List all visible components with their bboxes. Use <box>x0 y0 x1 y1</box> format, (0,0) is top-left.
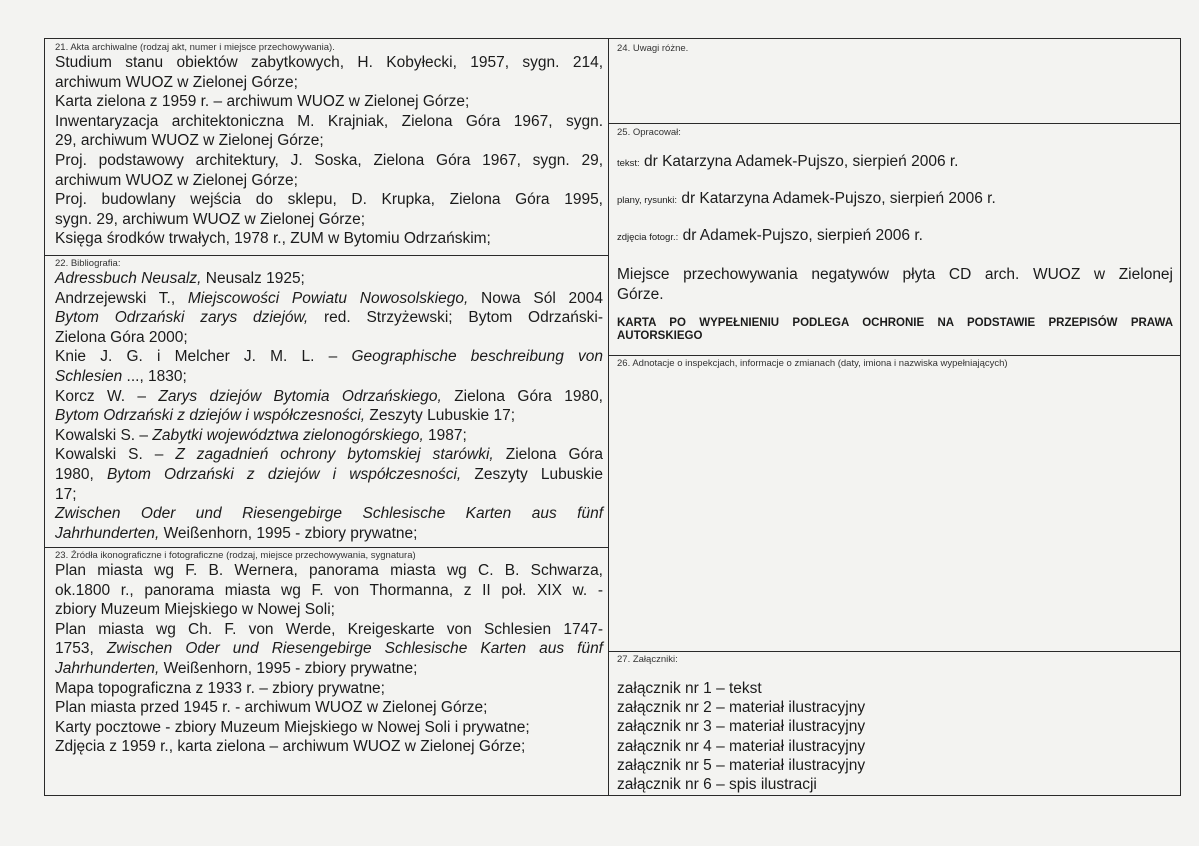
bibliography-line: Knie J. G. i Melcher J. M. L. – Geographische beschreibung von <box>55 348 604 366</box>
archival-record-line: Studium stanu obiektów zabytkowych, H. Kobyłecki, 1957, sygn. 214, <box>55 54 603 71</box>
section-22-bibliography <box>55 258 603 543</box>
attachment-item: załącznik nr 3 – materiał ilustracyjny <box>617 718 866 736</box>
source-line: Karty pocztowe - zbiory Muzeum Miejskiego w Nowej Soli i prywatne; <box>55 718 530 736</box>
section-27-attachments <box>617 654 1173 794</box>
attachment-item: załącznik nr 4 – materiał ilustracyjny <box>617 737 866 755</box>
attachment-item: załącznik nr 2 – materiał ilustracyjny <box>617 699 866 717</box>
archival-record-line: Proj. budowlany wejścia do sklepu, D. Krupka, Zielona Góra 1995, <box>55 191 603 209</box>
archival-record-line: archiwum WUOZ w Zielonej Górze; <box>55 73 298 91</box>
attachment-item: załącznik nr 1 – tekst <box>617 680 762 697</box>
archival-record-line: Inwentaryzacja architektoniczna M. Krajniak, Zielona Góra 1967, sygn. <box>55 112 603 130</box>
source-line: Plan miasta wg F. B. Wernera, panorama miasta wg C. B. Schwarza, <box>55 562 603 579</box>
source-line: Jahrhunderten, Weißenhorn, 1995 - zbiory prywatne; <box>55 659 418 677</box>
bibliography-line: Adressbuch Neusalz, Neusalz 1925; <box>55 270 305 287</box>
attachment-item: załącznik nr 6 – spis ilustracji <box>617 776 817 794</box>
archival-record-line: sygn. 29, archiwum WUOZ w Zielonej Górze; <box>55 210 366 228</box>
section-24-remarks <box>617 43 1173 54</box>
negatives-storage-note: Miejsce przechowywania negatywów płyta CD arch. WUOZ w Zielonej Górze. <box>617 266 1173 303</box>
bibliography-line: Andrzejewski T., Miejscowości Powiatu Nowosolskiego, Nowa Sól 2004 <box>55 289 604 307</box>
record-card <box>44 38 1181 796</box>
section-23-iconographic-sources <box>55 550 603 757</box>
archival-record-line: 29, archiwum WUOZ w Zielonej Górze; <box>55 132 324 150</box>
source-line: Zdjęcia z 1959 r., karta zielona – archiwum WUOZ w Zielonej Górze; <box>55 738 526 756</box>
archival-record-line: Karta zielona z 1959 r. – archiwum WUOZ w Zielonej Górze; <box>55 93 470 111</box>
bibliography-line: Bytom Odrzański zarys dziejów, red. Strzyżewski; Bytom Odrzański- <box>55 309 603 327</box>
archival-record-line: Proj. podstawowy architektury, J. Soska, Zielona Góra 1967, sygn. 29, <box>55 151 603 169</box>
bibliography-line: 1980, Bytom Odrzański z dziejów i współczesności, Zeszyty Lubuskie <box>55 465 603 483</box>
source-line: Plan miasta wg Ch. F. von Werde, Kreigeskarte von Schlesien 1747- <box>55 620 603 638</box>
bibliography-line: Kowalski S. – Z zagadnień ochrony bytomskiej starówki, Zielona Góra <box>55 446 603 464</box>
section-23-heading: 23. Źródła ikonograficzne i fotograficzne (rodzaj, miejsce przechowywania, sygnatura) <box>55 550 416 561</box>
bibliography-line: Zwischen Oder und Riesengebirge Schlesische Karten aus fünf <box>55 505 603 523</box>
section-27-heading: 27. Załączniki: <box>617 654 678 665</box>
source-line: zbiory Muzeum Miejskiego w Nowej Soli; <box>55 601 335 619</box>
iconographic-sources-list <box>55 561 603 757</box>
divider-26-27 <box>608 651 1180 652</box>
section-24-heading: 24. Uwagi różne. <box>617 43 689 54</box>
section-25-prepared-by <box>617 127 1173 343</box>
bibliography-line: Bytom Odrzański z dziejów i współczesności, Zeszyty Lubuskie 17; <box>55 407 516 425</box>
divider-24-25 <box>608 123 1180 124</box>
archival-records-list <box>55 53 603 249</box>
section-21-heading: 21. Akta archiwalne (rodzaj akt, numer i miejsce przechowywania). <box>55 42 335 53</box>
bibliography-line: Kowalski S. – Zabytki województwa zielonogórskiego, 1987; <box>55 426 467 444</box>
bibliography-line: Jahrhunderten, Weißenhorn, 1995 - zbiory prywatne; <box>55 524 418 542</box>
source-line: Mapa topograficzna z 1933 r. – zbiory prywatne; <box>55 679 385 697</box>
bibliography-line: 17; <box>55 485 77 503</box>
attachment-item: załącznik nr 5 – materiał ilustracyjny <box>617 756 866 774</box>
copyright-warning: KARTA PO WYPEŁNIENIU PODLEGA OCHRONIE NA PODSTAWIE PRZEPISÓW PRAWA AUTORSKIEGO <box>617 317 1173 343</box>
section-26-inspection-notes <box>617 358 1173 369</box>
bibliography-line: Korcz W. – Zarys dziejów Bytomia Odrzańskiego, Zielona Góra 1980, <box>55 387 603 405</box>
source-line: Plan miasta przed 1945 r. - archiwum WUOZ w Zielonej Górze; <box>55 699 488 717</box>
column-divider <box>608 39 609 795</box>
source-line: ok.1800 r., panorama miasta wg F. von Thormanna, z II poł. XIX w. - <box>55 581 603 599</box>
divider-22-23 <box>45 547 608 548</box>
divider-25-26 <box>608 355 1180 356</box>
archival-record-line: archiwum WUOZ w Zielonej Górze; <box>55 171 298 189</box>
section-25-heading: 25. Opracował: <box>617 127 681 138</box>
section-26-heading: 26. Adnotacje o inspekcjach, informacje o zmianach (daty, imiona i nazwiska wypełniających) <box>617 358 1008 369</box>
bibliography-line: Zielona Góra 2000; <box>55 328 188 346</box>
photos-author-row: zdjęcia fotogr.: dr Adamek-Pujszo, sierpień 2006 r. <box>617 227 923 244</box>
divider-21-22 <box>45 255 608 256</box>
attachments-list <box>617 679 1173 794</box>
archival-record-line: Księga środków trwałych, 1978 r., ZUM w Bytomiu Odrzańskim; <box>55 230 491 248</box>
drawings-author-row: plany, rysunki: dr Katarzyna Adamek-Pujszo, sierpień 2006 r. <box>617 190 996 207</box>
section-21-archival-records <box>55 42 603 249</box>
section-22-heading: 22. Bibliografia: <box>55 258 121 269</box>
source-line: 1753, Zwischen Oder und Riesengebirge Schlesische Karten aus fünf <box>55 640 603 658</box>
bibliography-list <box>55 269 603 543</box>
bibliography-line: Schlesien ..., 1830; <box>55 367 187 385</box>
text-author-row: tekst: dr Katarzyna Adamek-Pujszo, sierpień 2006 r. <box>617 153 959 170</box>
